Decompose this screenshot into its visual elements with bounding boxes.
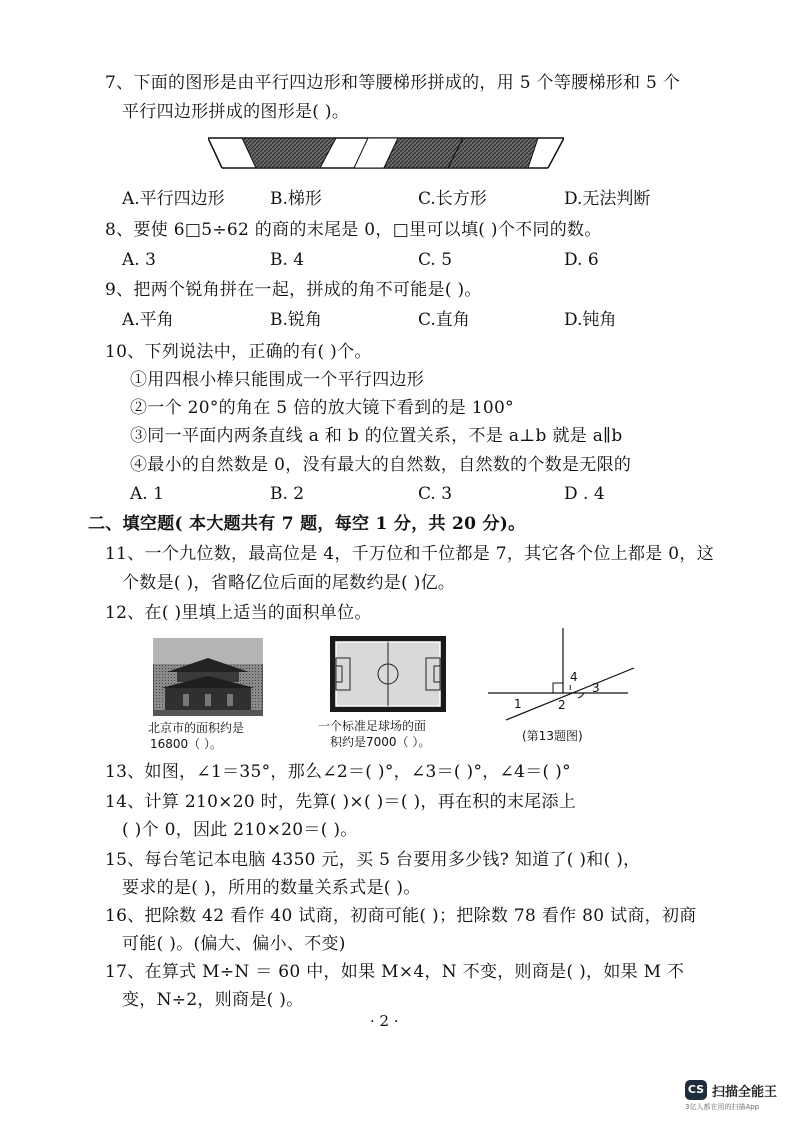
- q12-caption-2-line2: 积约是7000（ ）。: [330, 735, 431, 749]
- q10-option-c: C. 3: [418, 484, 453, 504]
- q9-option-c: C.直角: [418, 310, 470, 330]
- q10-statement-3: ③同一平面内两条直线 a 和 b 的位置关系，不是 a⊥b 就是 a∥b: [130, 426, 623, 446]
- q7-option-c: C.长方形: [418, 189, 487, 209]
- q8-line1: 8、要使 6□5÷62 的商的末尾是 0，□里可以填( )个不同的数。: [105, 220, 602, 240]
- q12-line1: 12、在( )里填上适当的面积单位。: [105, 603, 372, 623]
- page-number: · 2 ·: [370, 1012, 399, 1030]
- beijing-tiananmen-image: [153, 638, 263, 716]
- q10-statement-4: ④最小的自然数是 0，没有最大的自然数，自然数的个数是无限的: [130, 455, 632, 475]
- q8-option-d: D. 6: [564, 250, 599, 270]
- q9-line1: 9、把两个锐角拼在一起，拼成的角不可能是( )。: [105, 280, 482, 300]
- q8-option-a: A. 3: [122, 250, 156, 270]
- q7-line1: 7、下面的图形是由平行四边形和等腰梯形拼成的，用 5 个等腰梯形和 5 个: [105, 73, 681, 93]
- q14-line1: 14、计算 210×20 时，先算( )×( )＝( )，再在积的末尾添上: [105, 792, 577, 812]
- camscanner-logo-icon: CS: [685, 1080, 707, 1100]
- q12-caption-1-line2: 16800（ ）。: [150, 737, 222, 751]
- angle-label-4: 4: [570, 670, 578, 684]
- camscanner-watermark: [685, 1080, 785, 1112]
- q10-option-a: A. 1: [130, 484, 164, 504]
- angle-label-1: 1: [514, 697, 522, 711]
- q10-statement-1: ①用四根小棒只能围成一个平行四边形: [130, 370, 425, 390]
- q12-caption-2-line1: 一个标准足球场的面: [318, 719, 427, 733]
- q17-line2: 变，N÷2，则商是( )。: [122, 990, 304, 1010]
- angle-label-2: 2: [558, 698, 566, 712]
- q16-line1: 16、把除数 42 看作 40 试商，初商可能( )；把除数 78 看作 80 试商，初商: [105, 906, 697, 926]
- q9-option-b: B.锐角: [270, 310, 322, 330]
- q14-line2: ( )个 0，因此 210×20＝( )。: [122, 820, 358, 840]
- angle-label-3: 3: [592, 681, 600, 695]
- q15-line2: 要求的是( )，所用的数量关系式是( )。: [122, 878, 421, 898]
- q10-statement-2: ②一个 20°的角在 5 倍的放大镜下看到的是 100°: [130, 398, 514, 418]
- camscanner-app-name: 扫描全能王: [712, 1085, 778, 1100]
- q16-line2: 可能( )。(偏大、偏小、不变): [122, 934, 346, 954]
- q8-option-c: C. 5: [418, 250, 453, 270]
- q11-line1: 11、一个九位数，最高位是 4，千万位和千位都是 7，其它各个位上都是 0，这: [105, 544, 714, 564]
- q10-line1: 10、下列说法中，正确的有( )个。: [105, 342, 372, 362]
- q7-option-a: A.平行四边形: [122, 189, 225, 209]
- section-2-title: 二、填空题( 本大题共有 7 题，每空 1 分，共 20 分)。: [88, 514, 526, 534]
- q10-option-b: B. 2: [270, 484, 305, 504]
- q7-option-b: B.梯形: [270, 189, 322, 209]
- q12-caption-1-line1: 北京市的面积约是: [148, 721, 245, 735]
- q15-line1: 15、每台笔记本电脑 4350 元，买 5 台要用多少钱? 知道了( )和( )，: [105, 850, 641, 870]
- q13-figure-caption: (第13题图): [522, 729, 583, 743]
- trapezoid-strip-figure: [208, 132, 564, 174]
- q9-option-a: A.平角: [122, 310, 174, 330]
- q7-option-d: D.无法判断: [564, 189, 651, 209]
- q11-line2: 个数是( )，省略亿位后面的尾数约是( )亿。: [122, 573, 456, 593]
- q17-line1: 17、在算式 M÷N ＝ 60 中，如果 M×4，N 不变，则商是( )，如果 M 不: [105, 962, 685, 982]
- q10-option-d: D . 4: [564, 484, 605, 504]
- camscanner-tagline: 3亿人都在用的扫描App: [685, 1103, 760, 1111]
- q7-line2: 平行四边形拼成的图形是( )。: [122, 102, 350, 122]
- q9-option-d: D.钝角: [564, 310, 617, 330]
- q8-option-b: B. 4: [270, 250, 305, 270]
- q13-line1: 13、如图，∠1＝35°，那么∠2＝( )°，∠3＝( )°，∠4＝( )°: [105, 762, 571, 782]
- soccer-field-image: [330, 636, 446, 712]
